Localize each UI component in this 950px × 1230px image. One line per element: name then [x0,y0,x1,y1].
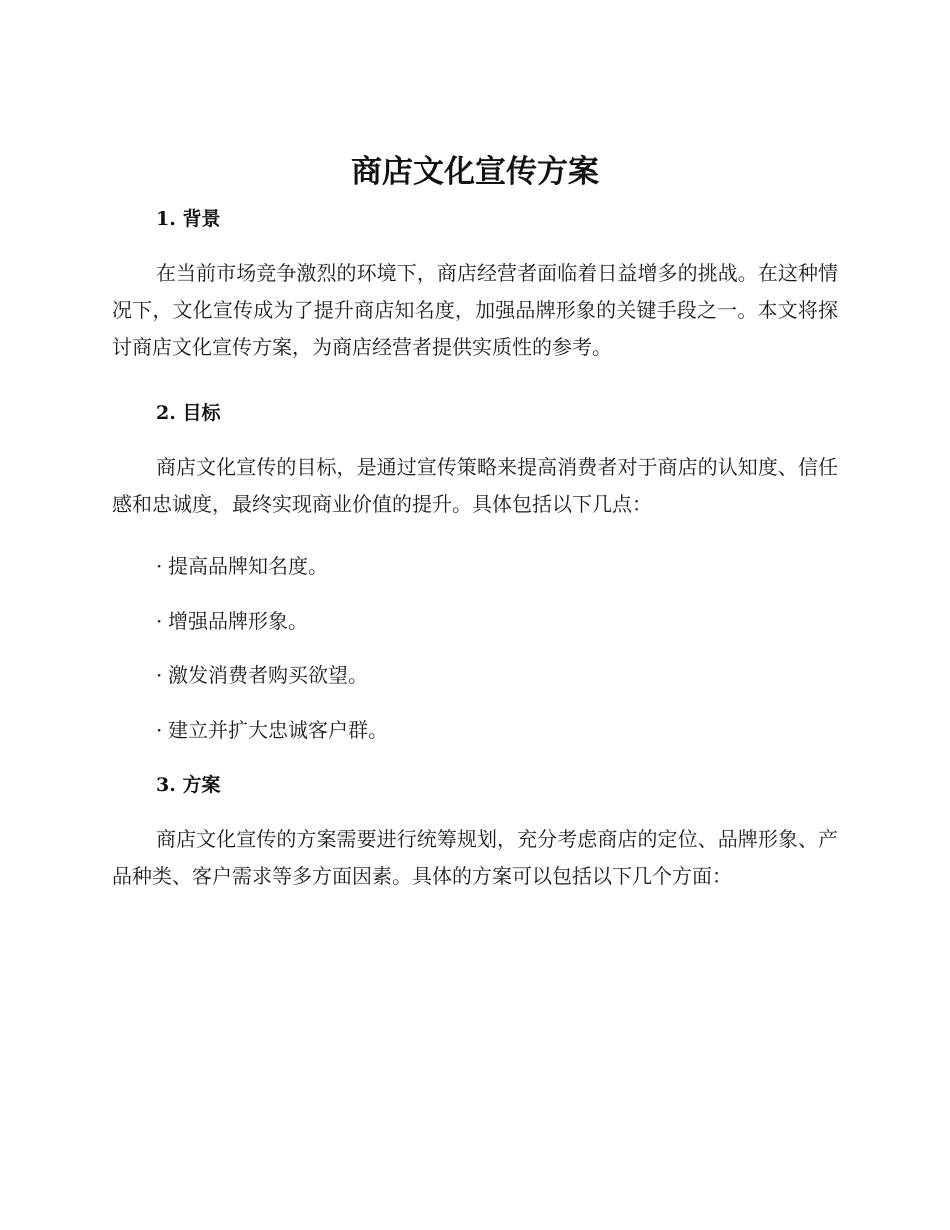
goal-list-item-text: 提高品牌知名度。 [168,554,328,578]
section-paragraph-background: 在当前市场竞争激烈的环境下，商店经营者面临着日益增多的挑战。在这种情况下，文化宣传成为了提升商店知名度，加强品牌形象的关键手段之一。本文将探讨商店文化宣传方案，为商店经营者提供实质性的参考。 [112,261,838,359]
section-heading-background: 1. 背景 [156,208,221,230]
goal-list-item-text: 增强品牌形象。 [168,609,308,633]
goal-list-item [156,606,308,636]
goal-list-item [156,715,388,745]
goal-list-item [156,660,368,690]
section-paragraph-plan: 商店文化宣传的方案需要进行统筹规划，充分考虑商店的定位、品牌形象、产品种类、客户需求等多方面因素。具体的方案可以包括以下几个方面： [112,827,838,888]
section-heading-plan: 3. 方案 [156,774,221,796]
bullet-icon: · [156,718,163,742]
bullet-icon: · [156,609,163,633]
goal-list-item-text: 激发消费者购买欲望。 [168,663,368,687]
document-title: 商店文化宣传方案 [351,154,599,190]
bullet-icon: · [156,554,163,578]
goal-list-item-text: 建立并扩大忠诚客户群。 [168,718,388,742]
section-heading-goals: 2. 目标 [156,402,221,424]
goal-list-item [156,551,328,581]
bullet-icon: · [156,663,163,687]
section-paragraph-goals: 商店文化宣传的目标，是通过宣传策略来提高消费者对于商店的认知度、信任感和忠诚度，最终实现商业价值的提升。具体包括以下几点： [112,455,838,516]
